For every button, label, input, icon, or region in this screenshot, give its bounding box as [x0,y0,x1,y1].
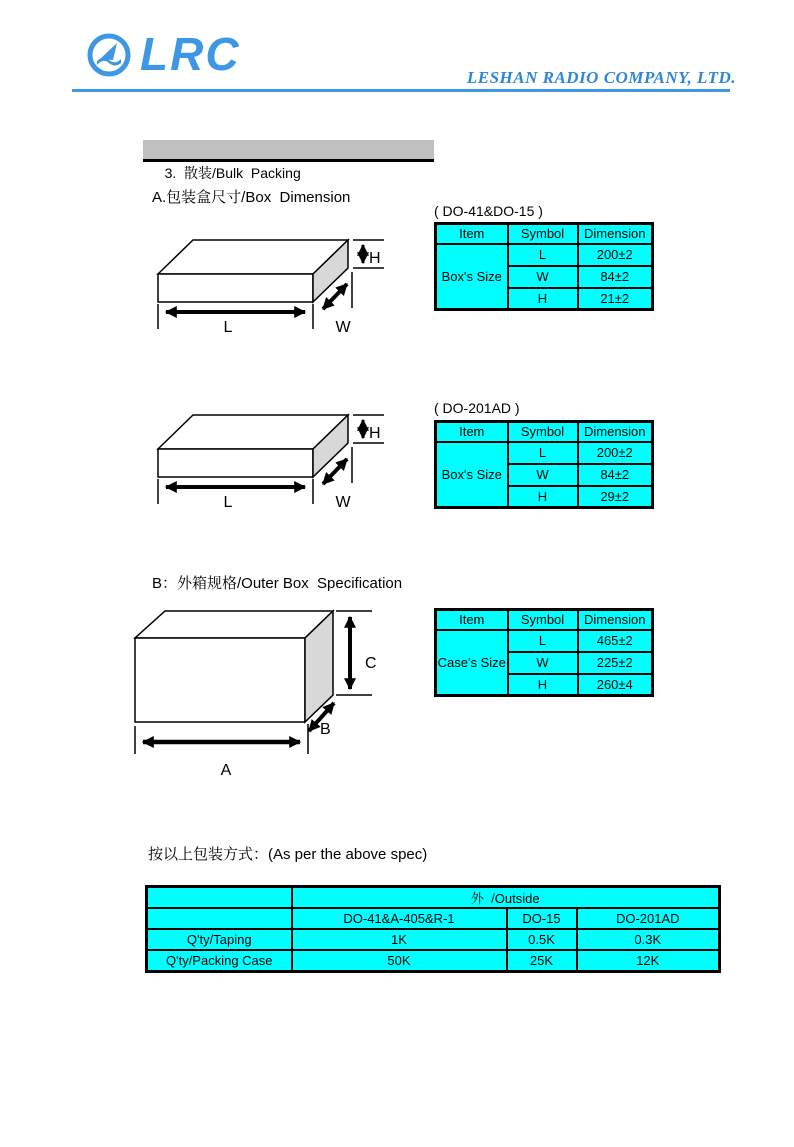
item-cell: Box's Size [436,244,508,310]
symbol-cell: W [508,652,578,674]
col-header-dimension: Dimension [578,224,653,244]
dimension-cell: 29±2 [578,486,653,508]
l-label: L [223,319,233,336]
qty-cell: 0.3K [577,929,720,950]
symbol-cell: H [508,674,578,696]
section-title: 3. 散装/Bulk Packing [164,165,301,181]
flat-box-diagram-2 [148,403,398,515]
box-front-face [158,449,313,477]
caption-do41-do15: ( DO-41&DO-15 ) [434,203,543,219]
case-front-face [135,638,305,722]
case-top-face [135,611,333,638]
caption-do201ad: ( DO-201AD ) [434,400,520,416]
lrc-logo [86,30,241,78]
header-rule [72,89,730,92]
box-size-table-do41-do15 [434,222,654,311]
row-label-packing-case: Q'ty/Packing Case [147,950,292,971]
l-label: L [223,494,233,511]
dimension-cell: 225±2 [578,652,653,674]
box-front-face [158,274,313,302]
item-cell: Case's Size [436,630,508,696]
symbol-cell: W [508,266,578,288]
col-header-symbol: Symbol [508,224,578,244]
package-header-do41: DO-41&A-405&R-1 [292,908,507,929]
heading-box-dimension: A.包装盒尺寸/Box Dimension [152,189,351,206]
section-title-bar [143,140,434,181]
qty-cell: 50K [292,950,507,971]
logo-text: LRC [140,28,241,80]
dimension-cell: 200±2 [578,244,653,266]
a-label: A [220,762,232,779]
package-header-do201ad: DO-201AD [577,908,720,929]
dimension-cell: 21±2 [578,288,653,310]
heading-outer-box: B：外箱规格/Outer Box Specification [152,575,403,592]
dimension-cell: 260±4 [578,674,653,696]
qty-cell: 25K [507,950,577,971]
packing-quantity-table [145,885,721,973]
qty-cell: 1K [292,929,507,950]
box-size-table-do201ad [434,420,654,509]
col-header-item: Item [436,422,508,442]
package-header-do15: DO-15 [507,908,577,929]
symbol-cell: H [508,288,578,310]
symbol-cell: L [508,442,578,464]
col-header-dimension: Dimension [578,422,653,442]
outer-box-diagram [122,602,412,780]
b-label: B [320,721,331,738]
qty-cell: 0.5K [507,929,577,950]
empty-cell [147,908,292,929]
c-label: C [365,655,377,672]
col-header-dimension: Dimension [578,610,653,630]
outside-header-cell: 外 /Outside [292,887,720,909]
row-label-taping: Q'ty/Taping [147,929,292,950]
empty-cell [147,887,292,909]
packing-note: 按以上包装方式：(As per the above spec) [148,846,428,863]
col-header-symbol: Symbol [508,610,578,630]
h-label: H [369,250,381,267]
symbol-cell: W [508,464,578,486]
w-label: W [335,319,351,336]
dimension-cell: 200±2 [578,442,653,464]
col-header-item: Item [436,224,508,244]
dimension-cell: 84±2 [578,266,653,288]
dimension-cell: 465±2 [578,630,653,652]
symbol-cell: H [508,486,578,508]
flat-box-diagram-1 [148,228,398,340]
item-cell: Box's Size [436,442,508,508]
dimension-cell: 84±2 [578,464,653,486]
qty-cell: 12K [577,950,720,971]
company-name: LESHAN RADIO COMPANY, LTD. [466,68,736,87]
col-header-symbol: Symbol [508,422,578,442]
case-size-table [434,608,654,697]
h-label: H [369,425,381,442]
col-header-item: Item [436,610,508,630]
symbol-cell: L [508,244,578,266]
w-label: W [335,494,351,511]
symbol-cell: L [508,630,578,652]
lrc-logo-icon [86,30,132,78]
